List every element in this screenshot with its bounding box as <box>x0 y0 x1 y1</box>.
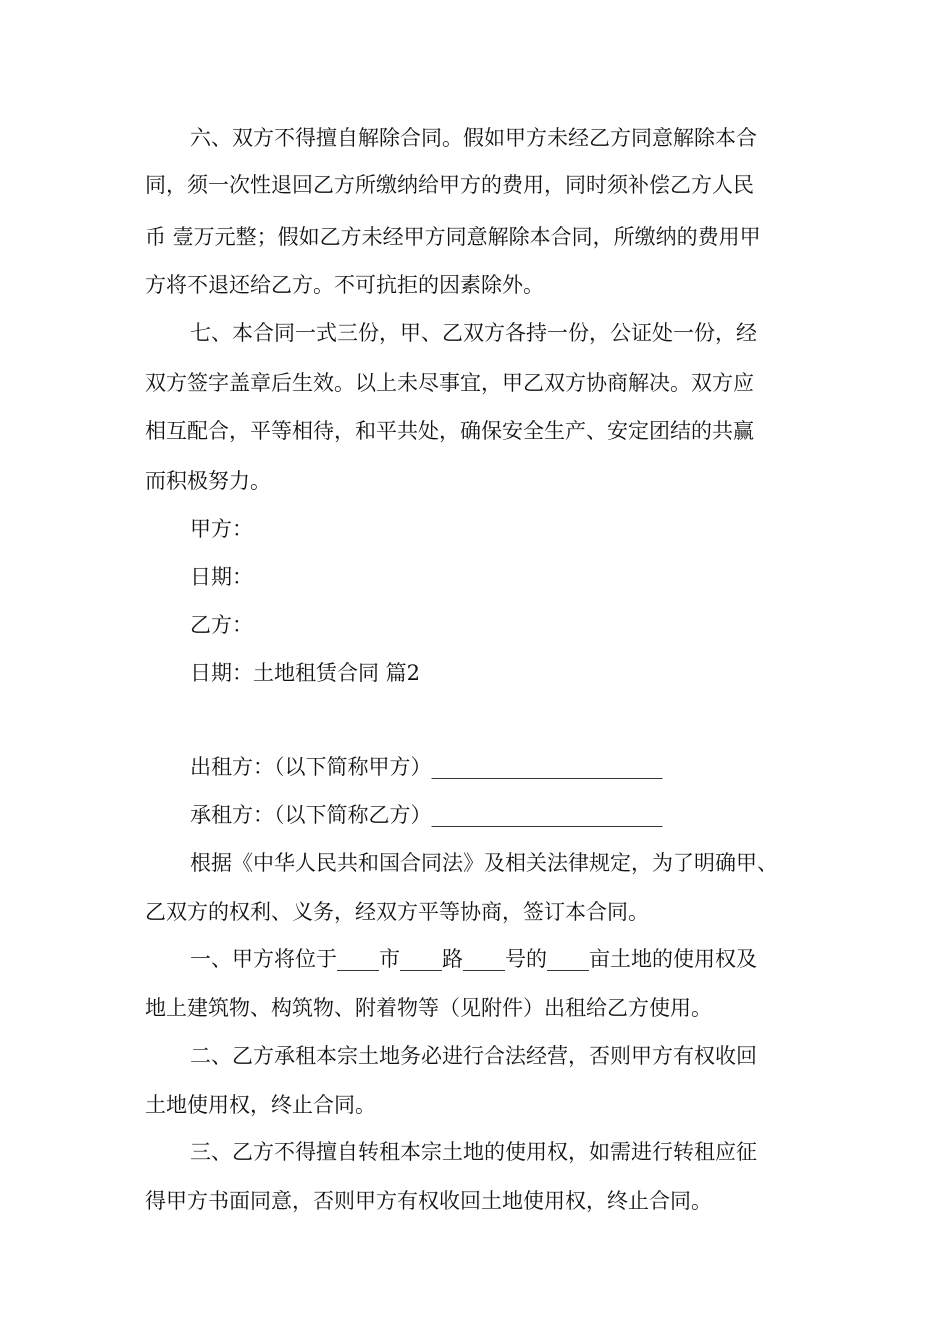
party-b-label: 乙方： <box>190 613 253 637</box>
clause-1-line-1: 一、甲方将位于____市____路____号的____亩土地的使用权及 <box>190 947 757 971</box>
clause-6-line-2: 同，须一次性退回乙方所缴纳给甲方的费用，同时须补偿乙方人民 <box>145 173 754 197</box>
clause-3-line-2: 得甲方书面同意，否则甲方有权收回土地使用权，终止合同。 <box>145 1189 712 1213</box>
clause-3-line-1: 三、乙方不得擅自转租本宗土地的使用权，如需进行转租应征 <box>190 1140 757 1164</box>
clause-7-line-1: 七、本合同一式三份，甲、乙双方各持一份，公证处一份，经 <box>190 321 757 345</box>
date-label-2-and-title: 日期：土地租赁合同 篇2 <box>190 661 421 685</box>
lessee-line: 承租方：（以下简称乙方）______________________ <box>190 803 663 827</box>
lessor-line: 出租方：（以下简称甲方）______________________ <box>190 755 663 779</box>
clause-7-line-3: 相互配合，平等相待，和平共处，确保安全生产、安定团结的共赢 <box>145 419 754 443</box>
preamble-line-1: 根据《中华人民共和国合同法》及相关法律规定，为了明确甲、 <box>190 851 778 875</box>
clause-2-line-1: 二、乙方承租本宗土地务必进行合法经营，否则甲方有权收回 <box>190 1044 757 1068</box>
party-a-label: 甲方： <box>190 517 253 541</box>
clause-6-line-4: 方将不退还给乙方。不可抗拒的因素除外。 <box>145 273 544 297</box>
clause-7-line-2: 双方签字盖章后生效。以上未尽事宜，甲乙双方协商解决。双方应 <box>145 371 754 395</box>
date-label-1: 日期： <box>190 565 253 589</box>
clause-6-line-3: 币 壹万元整；假如乙方未经甲方同意解除本合同，所缴纳的费用甲 <box>145 225 761 249</box>
clause-7-line-4: 而积极努力。 <box>145 469 271 493</box>
clause-1-line-2: 地上建筑物、构筑物、附着物等（见附件）出租给乙方使用。 <box>145 996 712 1020</box>
preamble-line-2: 乙双方的权利、义务，经双方平等协商，签订本合同。 <box>145 900 649 924</box>
clause-6-line-1: 六、双方不得擅自解除合同。假如甲方未经乙方同意解除本合 <box>190 126 757 150</box>
clause-2-line-2: 土地使用权，终止合同。 <box>145 1093 376 1117</box>
